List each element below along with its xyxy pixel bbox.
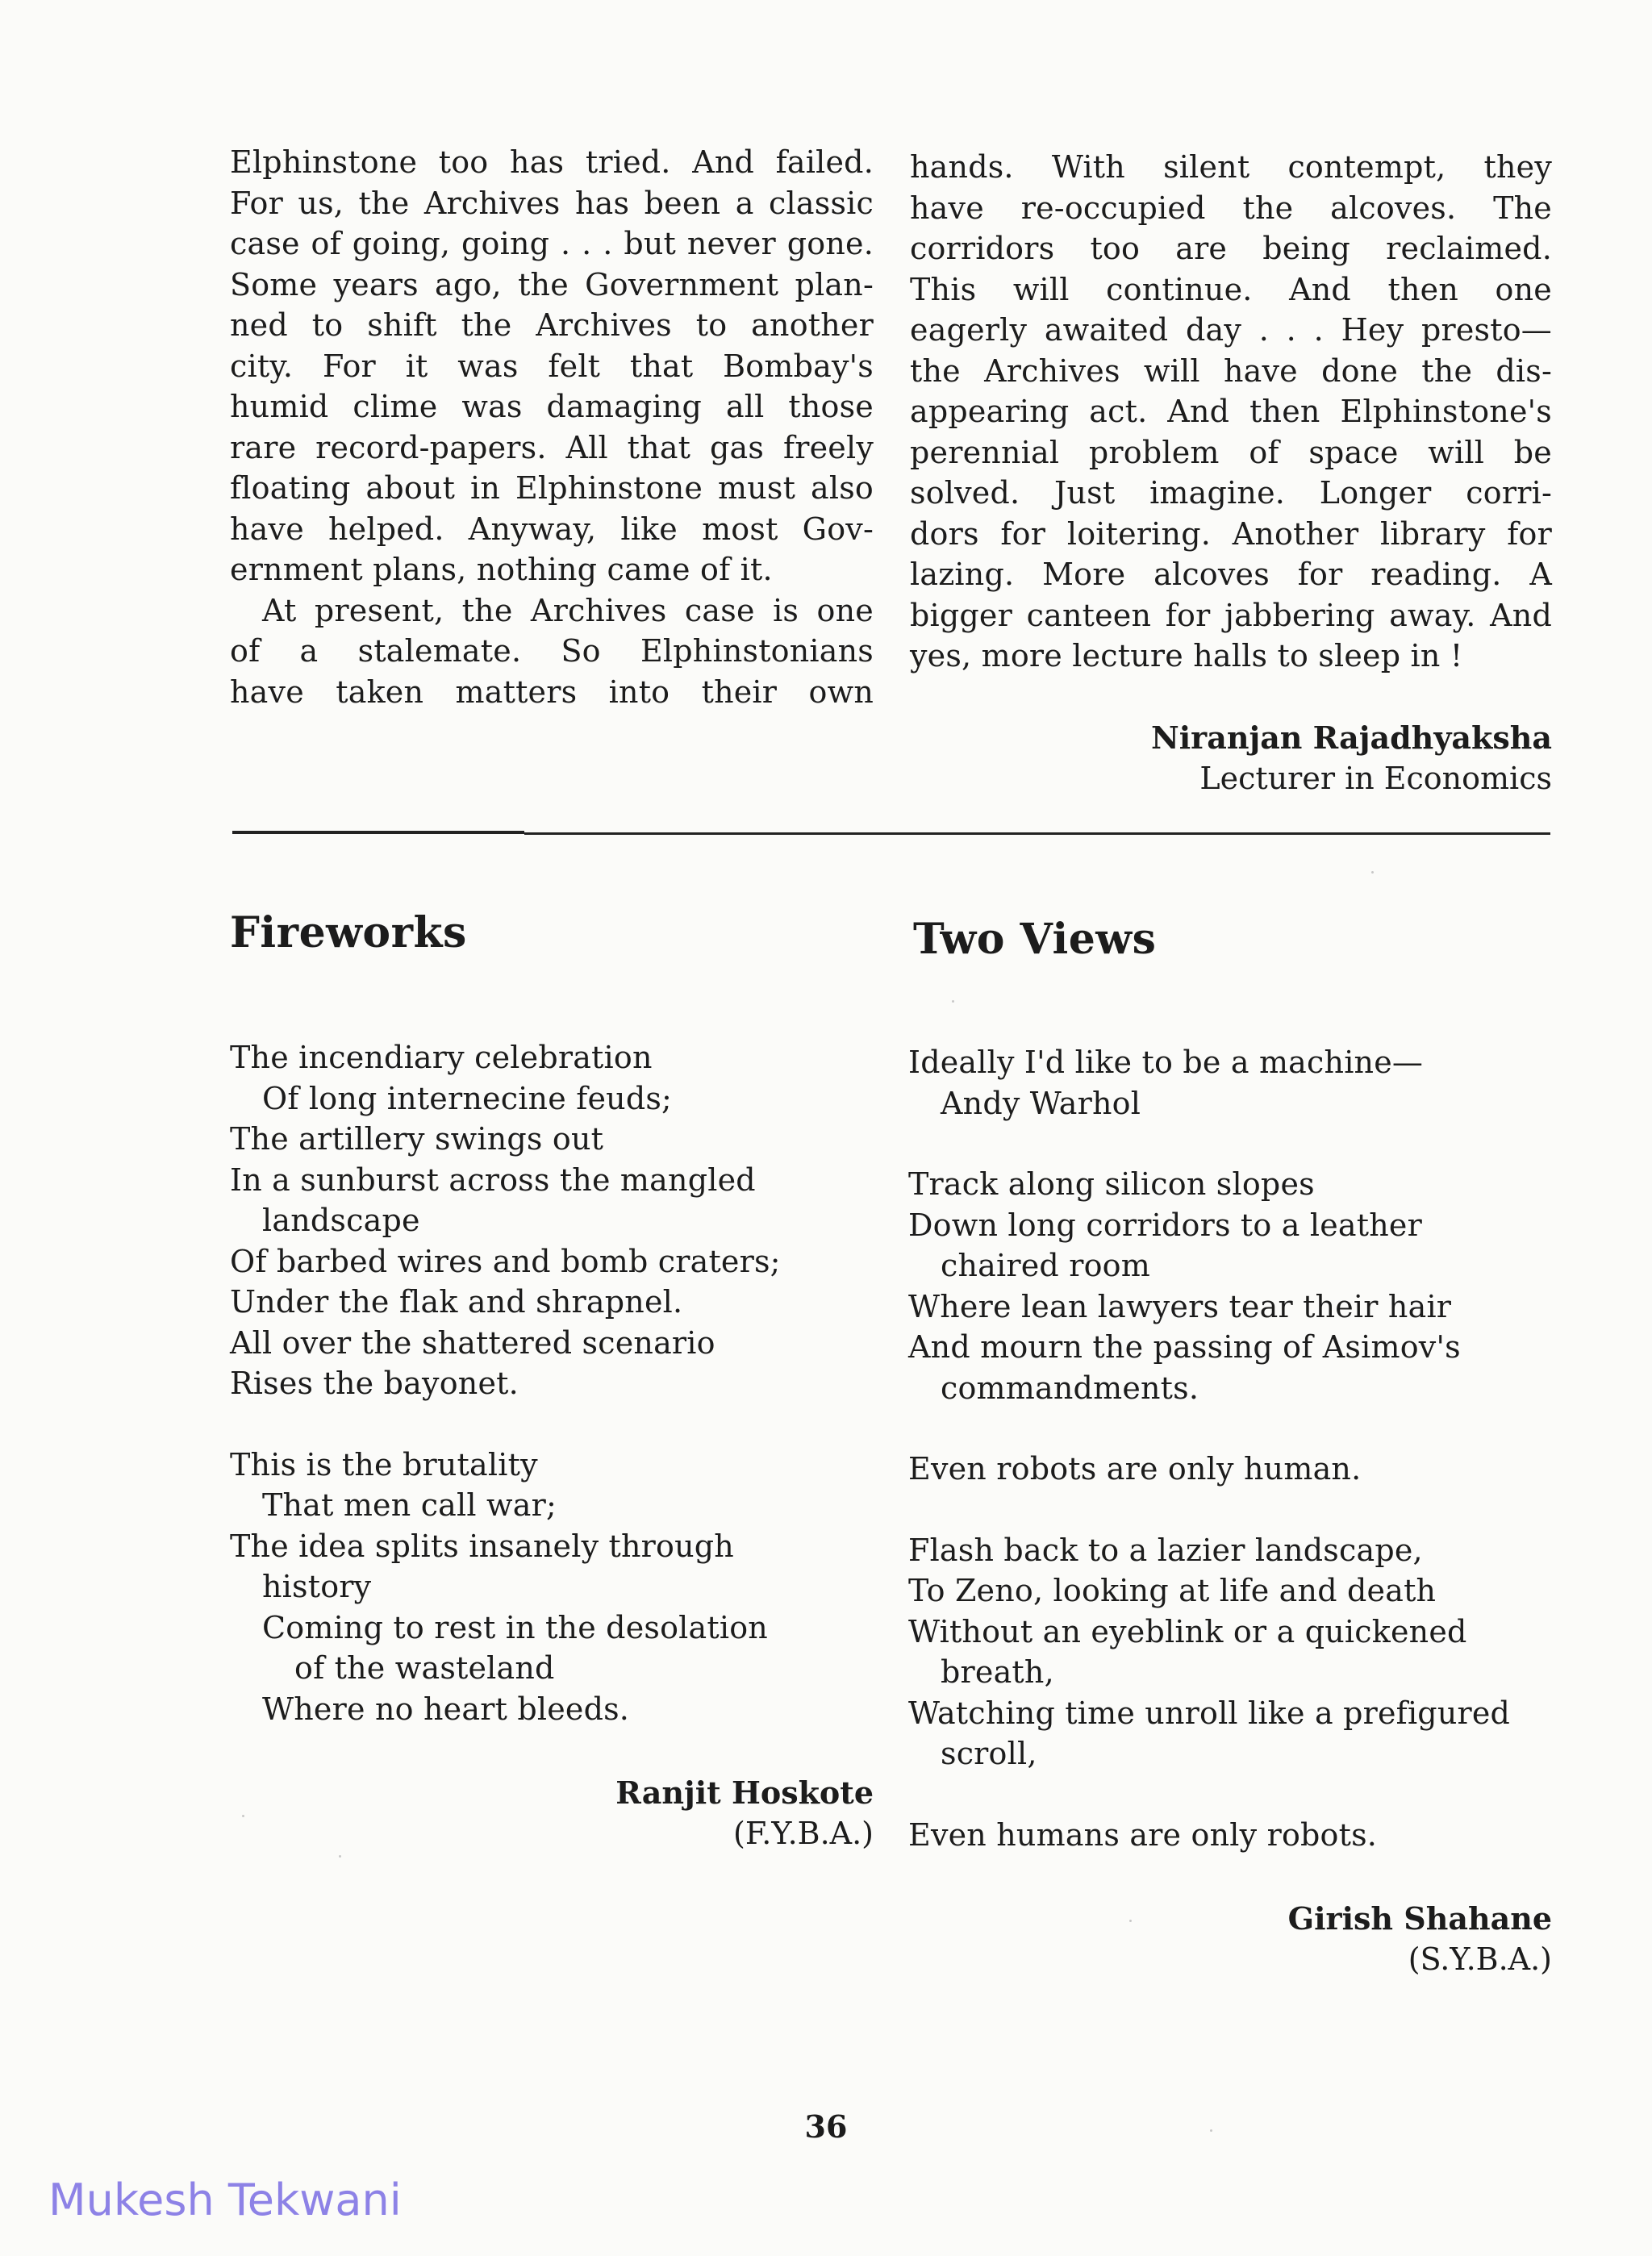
two-views-signature	[1288, 1899, 1552, 1979]
essay-line: have helped. Anyway, like most Gov-	[230, 511, 874, 547]
poem-refrain: Even humans are only robots.	[908, 1816, 1378, 1853]
poem-line: The artillery swings out	[230, 1121, 604, 1157]
poem-line: In a sunburst across the mangled	[230, 1161, 756, 1198]
poem-line: Of long internecine feuds;	[262, 1080, 673, 1116]
poem-line: scroll,	[941, 1736, 1037, 1771]
stanza-gap	[908, 1124, 1554, 1164]
essay-line: For us, the Archives has been a classic	[230, 185, 874, 221]
essay-line: yes, more lecture halls to sleep in !	[910, 638, 1463, 673]
essay-left-column	[230, 142, 874, 712]
essay-line: of a stalemate. So Elphinstonians	[230, 633, 874, 669]
poem-line: To Zeno, looking at life and death	[908, 1573, 1437, 1608]
essay-line: appearing act. And then Elphinstone's	[910, 394, 1552, 429]
poem-line: This is the brutality	[230, 1446, 538, 1482]
fireworks-author: Ranjit Hoskote	[615, 1774, 874, 1811]
stanza-gap	[230, 1404, 875, 1445]
poem-line: The idea splits insanely through	[230, 1528, 734, 1564]
essay-line: ned to shift the Archives to another	[230, 307, 874, 343]
scan-speck	[242, 1815, 244, 1817]
poem-line: Of barbed wires and bomb craters;	[230, 1243, 781, 1279]
stanza-gap	[908, 1408, 1554, 1449]
poem-line: Track along silicon slopes	[908, 1166, 1315, 1202]
fireworks-author-class: (F.Y.B.A.)	[733, 1816, 874, 1851]
poem-line: landscape	[262, 1203, 420, 1238]
scan-speck	[1371, 871, 1374, 874]
poem-line: That men call war;	[262, 1487, 557, 1523]
poem-title-fireworks: Fireworks	[230, 908, 467, 957]
poem-line: of the wasteland	[294, 1650, 555, 1686]
essay-line: hands. With silent contempt, they	[910, 149, 1552, 185]
poem-line: history	[262, 1569, 372, 1604]
poem-line: Where no heart bleeds.	[262, 1691, 630, 1727]
essay-line: bigger canteen for jabbering away. And	[910, 597, 1552, 633]
essay-line: ernment plans, nothing came of it.	[230, 552, 773, 587]
essay-line: city. For it was felt that Bombay's	[230, 348, 874, 384]
two-views-author: Girish Shahane	[1287, 1900, 1552, 1937]
essay-line: At present, the Archives case is one	[262, 592, 874, 628]
essay-line: humid clime was damaging all those	[230, 389, 874, 424]
scan-speck	[1129, 1920, 1132, 1922]
fireworks-signature	[615, 1773, 874, 1854]
essay-signature	[1151, 718, 1552, 799]
essay-line: floating about in Elphinstone must also	[230, 470, 874, 506]
essay-line: perennial problem of space will be	[910, 434, 1552, 470]
poem-line: And mourn the passing of Asimov's	[908, 1329, 1461, 1365]
essay-line: Elphinstone too has tried. And failed.	[230, 144, 874, 180]
essay-line: rare record-papers. All that gas freely	[230, 429, 874, 465]
essay-author-role: Lecturer in Economics	[1199, 761, 1552, 796]
essay-line: corridors too are being reclaimed.	[910, 231, 1552, 266]
essay-right-column	[910, 147, 1552, 677]
stanza-gap	[908, 1774, 1554, 1815]
essay-line: Some years ago, the Government plan-	[230, 266, 874, 302]
essay-author: Niranjan Rajadhyaksha	[1151, 719, 1552, 756]
two-views-author-class: (S.Y.B.A.)	[1408, 1941, 1552, 1977]
essay-line: lazing. More alcoves for reading. A	[910, 557, 1552, 592]
poem-title-two-views: Two Views	[913, 915, 1157, 964]
essay-line: dors for loitering. Another library for	[910, 515, 1552, 552]
epigraph-author: Andy Warhol	[941, 1085, 1141, 1121]
essay-line: case of going, going . . . but never gone.	[230, 226, 874, 261]
essay-line: This will continue. And then one	[910, 271, 1552, 307]
watermark: Mukesh Tekwani	[48, 2175, 402, 2225]
poem-line: Coming to rest in the desolation	[262, 1609, 768, 1645]
poem-line: Under the flak and shrapnel.	[230, 1284, 683, 1320]
poem-line: Where lean lawyers tear their hair	[908, 1288, 1452, 1324]
section-divider-long	[524, 832, 1550, 835]
poem-line: The incendiary celebration	[230, 1040, 653, 1075]
essay-line: eagerly awaited day . . . Hey presto—	[910, 312, 1552, 348]
essay-line: solved. Just imagine. Longer corri-	[910, 475, 1552, 511]
scan-speck	[952, 1000, 954, 1003]
scan-speck	[339, 1855, 341, 1858]
poem-two-views	[908, 1042, 1554, 1855]
epigraph: Ideally I'd like to be a machine—	[908, 1045, 1424, 1080]
poem-line: Watching time unroll like a prefigured	[908, 1695, 1511, 1731]
poem-line: commandments.	[941, 1370, 1199, 1406]
stanza-gap	[908, 1490, 1554, 1530]
essay-line: the Archives will have done the dis-	[910, 352, 1552, 389]
poem-line: Down long corridors to a leather	[908, 1207, 1422, 1243]
poem-refrain: Even robots are only human.	[908, 1451, 1362, 1487]
essay-line: have re-occupied the alcoves. The	[910, 190, 1552, 226]
section-divider-short	[232, 831, 524, 834]
poem-line: Without an eyeblink or a quickened	[908, 1613, 1467, 1649]
poem-line: chaired room	[941, 1248, 1150, 1283]
scan-speck	[1210, 2129, 1212, 2132]
poem-line: All over the shattered scenario	[230, 1324, 715, 1361]
poem-line: Rises the bayonet.	[230, 1366, 519, 1401]
poem-line: breath,	[941, 1654, 1054, 1690]
page-number: 36	[804, 2108, 848, 2145]
poem-line: Flash back to a lazier landscape,	[908, 1532, 1423, 1568]
essay-line: have taken matters into their own	[230, 673, 874, 710]
poem-fireworks	[230, 1037, 875, 1729]
